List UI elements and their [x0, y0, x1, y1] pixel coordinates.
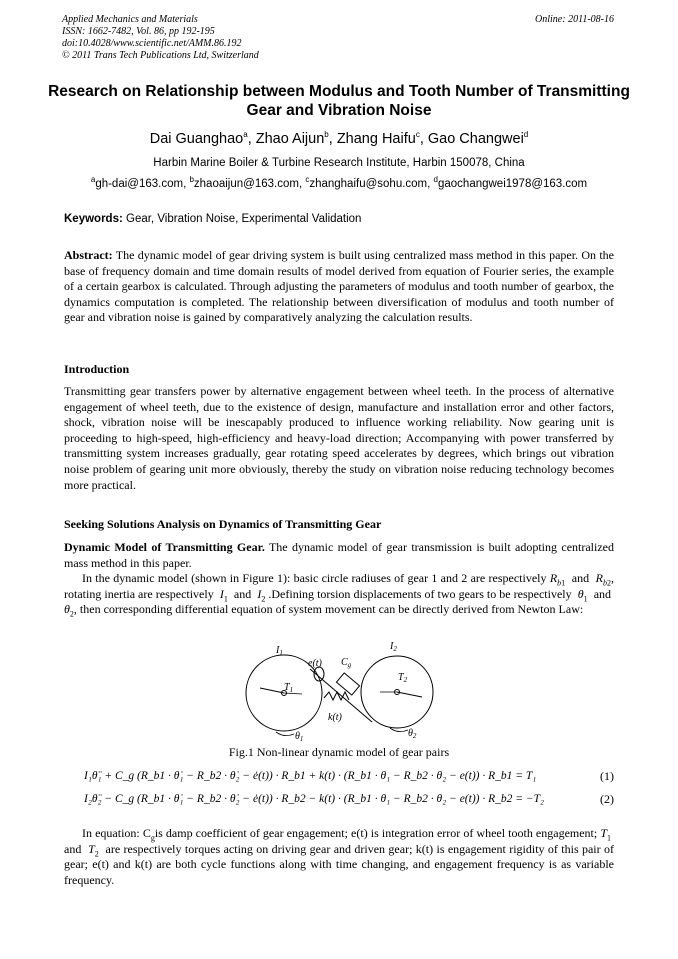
email-list: $^a$gh-dai@163.com, $^b$zhaoaijun@163.com, $^c$zhanghaifu@sohu.com, $^d$gaochangwei1978@163.com: [90, 175, 588, 190]
email-address[interactable]: gh-dai@163.com: [95, 178, 184, 190]
keywords-text: Gear, Vibration Noise, Experimental Validation: [126, 213, 362, 225]
label-i2: $I_2$: [390, 641, 397, 653]
abstract: [64, 248, 614, 326]
abstract-label: Abstract:: [64, 248, 113, 262]
introduction-heading: Introduction: [64, 362, 130, 376]
label-i1: $I_1$: [276, 645, 283, 657]
email-mark: b: [189, 175, 194, 185]
p2-g: , then corresponding differential equation of system movement can be directly derived from Newton Law:: [73, 602, 584, 617]
equation-explanation: In equation: $C_gis$ damp coefficient of gear engagement; e(t) is integration error of wheel tooth engagement; $T_1$ and $T_2$ are respectively torques acting on driving gear and driven gear; k(t) is engagement rigidity of this pair of gear; e(t) and k(t) are both cycle functions along with time changing, and engagement frequency is as variable frequency.: [64, 826, 615, 887]
author-name: Zhang Haifu: [336, 131, 416, 147]
email-mark: a: [90, 175, 96, 185]
running-header: [62, 14, 259, 62]
author-name: Zhao Aijun: [255, 131, 325, 147]
email-mark: c: [305, 175, 310, 185]
equation-2: [84, 791, 614, 807]
figure-caption: Fig.1 Non-linear dynamic model of gear pairs: [228, 745, 450, 759]
author-mark: c: [415, 130, 420, 140]
author-mark: d: [523, 130, 529, 140]
equation-1-text: I₁θ̈₁ + C_g (R_b1 · θ̇₁ − R_b2 · θ̇₂ − ė(t)) · R_b1 + k(t) · (R_b1 · θ₁ − R_b2 · θ₂ − e(t)) · R_b1 = T₁: [84, 770, 537, 782]
p2-b: and: [571, 571, 590, 586]
section-heading: Seeking Solutions Analysis on Dynamics of Transmitting Gear: [64, 517, 382, 531]
p2-c: , rotating inertia are respectively: [64, 571, 615, 601]
author-mark: b: [324, 130, 329, 140]
email-address[interactable]: zhaoaijun@163.com: [193, 178, 299, 190]
affiliation: Harbin Marine Boiler & Turbine Research Institute, Harbin 150078, China: [153, 157, 525, 169]
label-theta2: $\theta_2$: [408, 728, 417, 740]
equation-2-text: I₂θ̈₂ − C_g (R_b1 · θ̇₁ − R_b2 · θ̇₂ − ė(t)) · R_b2 − k(t) · (R_b1 · θ₁ − R_b2 · θ₂ − e(t)) · R_b2 = −T₂: [84, 793, 545, 805]
abstract-text: The dynamic model of gear driving system is built using centralized mass method in this paper. On the base of frequency domain and time domain results of model derived from equation of Fourier series, the example of a certain gearbox is calculated. Through adjusting the parameters of modulus and tooth number of gearbox, the dynamics computation is completed. The relationship between diversification of modulus and tooth number of gear and vibration noise is gained by comparatively analyzing the calculation results.: [64, 248, 614, 325]
equation-2-number: (2): [600, 792, 614, 806]
author-name: Gao Changwei: [427, 131, 524, 147]
issn-line: ISSN: 1662-7482, Vol. 86, pp 192-195: [62, 26, 215, 37]
equation-1: [84, 768, 614, 784]
email-address[interactable]: zhanghaifu@sohu.com: [309, 178, 428, 190]
introduction-text: Transmitting gear transfers power by alternative engagement between wheel teeth. In the process of alternative engagement of wheel teeth, due to the existence of design, manufacture and installation error and other factors, shock, vibration noise will be inescapably produced to influence working reliability. Now gearing unit is proceeding to high-speed, high-efficiency and heavy-load direction; Accompanying with power transferred by transmitting system increases gradually, gear rotating speed accelerates by degrees, which brings out vibration noise problem of gearing unit more obviously, thereby the study on vibration noise reducing technology becomes more practical.: [64, 384, 614, 492]
author-list: Dai Guanghao$^a$, Zhao Aijun$^b$, Zhang Haifu$^c$, Gao Changwei$^d$: [149, 130, 529, 147]
dynamic-model-text: Dynamic Model of Transmitting Gear. The dynamic model of gear transmission is built adopting centralized mass method in this paper. In the dynamic model (shown in Figure 1): basic circle radiuses of gear 1 and 2 are respectively $R_{b1}$ and $R_{b2}$, rotating inertia are respectively $I_1$ and $I_2$ .Defining torsion displacements of two gears to be respectively $\theta_1$ and $\theta_2$, then corresponding differential equation of system movement can be directly derived from Newton Law:: [64, 540, 615, 619]
label-t1: $T_1$: [284, 682, 294, 694]
label-kt: k(t): [328, 712, 342, 723]
author-mark: a: [243, 130, 248, 140]
online-date: Online: 2011-08-16: [535, 14, 614, 25]
gear-model-figure: [240, 636, 436, 744]
equation-1-number: (1): [600, 769, 614, 783]
p2-d: and: [233, 586, 252, 601]
label-t2: $T_2$: [398, 672, 408, 684]
expl-b: is damp coefficient of gear engagement; e(t) is integration error of wheel tooth engagement;: [154, 826, 598, 840]
journal-name: Applied Mechanics and Materials: [62, 14, 198, 25]
p2-a: In the dynamic model (shown in Figure 1): basic circle radiuses of gear 1 and 2 are respectively: [82, 571, 547, 586]
label-e: e(t): [308, 658, 322, 669]
p2-e: .Defining torsion displacements of two gears to be respectively: [268, 586, 572, 601]
keywords-label: Keywords:: [64, 213, 123, 225]
label-cg: $C_g$: [341, 657, 352, 669]
expl-d: are respectively torques acting on driving gear and driven gear; k(t) is engagement rigidity of this pair of gear; e(t) and k(t) are both cycle functions along with time changing, and engagement frequency is as variable frequency.: [64, 841, 615, 887]
keywords: [64, 212, 616, 226]
expl-a-sub: g: [150, 833, 155, 843]
doi-line: doi:10.4028/www.scientific.net/AMM.86.192: [62, 38, 242, 49]
subsection-text: The dynamic model of gear transmission is built adopting centralized mass method in this paper.: [64, 540, 614, 570]
author-name: Dai Guanghao: [149, 131, 244, 147]
email-mark: d: [433, 175, 438, 185]
expl-c: and: [64, 841, 82, 856]
email-address[interactable]: gaochangwei1978@163.com: [437, 178, 588, 190]
damper-box: [336, 673, 359, 695]
expl-a: In equation: C: [82, 826, 151, 840]
paper-title: Research on Relationship between Modulus and Tooth Number of Transmitting Gear and Vibration Noise: [48, 83, 630, 119]
label-theta1: $\theta_1$: [295, 731, 304, 743]
copyright-line: © 2011 Trans Tech Publications Ltd, Switzerland: [62, 50, 259, 61]
subsection-label: Dynamic Model of Transmitting Gear.: [64, 540, 265, 554]
p2-f: and: [593, 586, 612, 601]
